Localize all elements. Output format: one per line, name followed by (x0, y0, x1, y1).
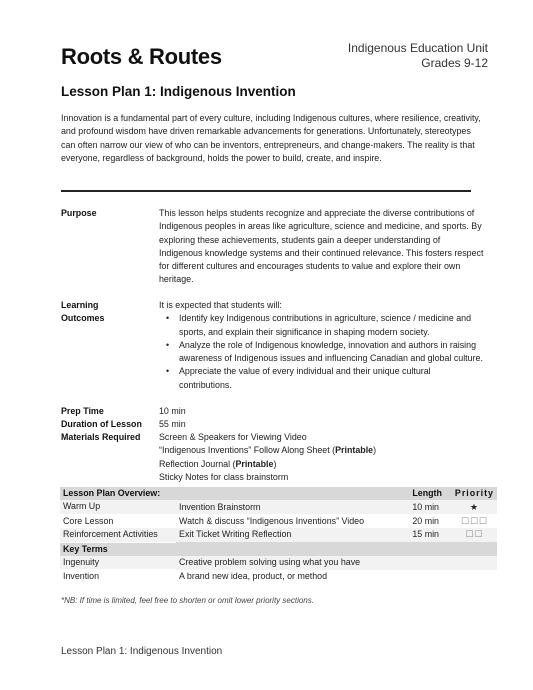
priority-header: Priority (452, 487, 497, 500)
page-footer: Lesson Plan 1: Indigenous Invention (61, 646, 223, 657)
outcomes-label-line2: Outcomes (61, 313, 105, 324)
length-header: Length (409, 487, 452, 500)
table-row (60, 528, 497, 542)
material-item: Sticky Notes for class brainstorm (159, 471, 289, 482)
section-cell: Core Lesson (60, 514, 176, 528)
material-item: Screen & Speakers for Viewing Video (159, 432, 307, 442)
outcome-item: • Analyze the role of Indigenous knowledge, innovation and authors in raising awareness of Indigenous issues and influencing Canadian and global culture. (179, 339, 484, 366)
materials-list (159, 431, 484, 484)
term-cell: Ingenuity (60, 556, 176, 570)
outcomes-content (159, 299, 484, 392)
grade-range: Grades 9-12 (421, 56, 488, 70)
priority-box-icons: ☐☐☐ (452, 514, 497, 528)
material-item (159, 444, 484, 457)
table-row (60, 514, 497, 528)
table-row (60, 500, 497, 514)
material-text: “Indigenous Inventions” Follow Along Sheet ( (159, 445, 336, 456)
printable-tag: Printable (335, 445, 374, 456)
lesson-title: Lesson Plan 1: Indigenous Invention (61, 84, 296, 99)
unit-name: Indigenous Education Unit (347, 41, 488, 55)
length-cell: 15 min (409, 528, 452, 542)
section-cell: Warm Up (60, 500, 176, 514)
table-row (60, 570, 497, 584)
material-text: Reflection Journal ( (159, 458, 236, 469)
outcome-item: • Appreciate the value of every individual and their unique cultural contributions. (179, 365, 484, 392)
outcome-item: • Identify key Indigenous contributions in agriculture, science / medicine and sports, and explain their significance in shaping modern society. (179, 312, 484, 339)
length-cell: 20 min (409, 514, 452, 528)
brand-title: Roots & Routes (61, 44, 222, 69)
overview-header-row (60, 487, 497, 500)
activity-cell: Watch & discuss “Indigenous Inventions” Video (176, 514, 409, 528)
priority-box-icons: ☐☐ (452, 528, 497, 542)
definition-cell: Creative problem solving using what you have (176, 556, 497, 570)
priority-star-icon: ★ (452, 500, 497, 514)
material-text: ) (273, 458, 277, 469)
lesson-overview-table (60, 487, 497, 584)
unit-info (348, 41, 488, 71)
overview-header: Lesson Plan Overview: (60, 487, 409, 500)
prep-time-label: Prep Time (61, 406, 104, 416)
material-item (159, 458, 484, 471)
intro-paragraph: Innovation is a fundamental part of every culture, including Indigenous cultures, where resilience, creativity, and profound wisdom have driven remarkable advancements for generations. Unfortunately, stereotypes can often narrow our view of who can be inventors, entrepreneurs, and change-makers. The reality is that everyone, regardless of background, holds the power to build, create, and inspire. (61, 113, 481, 163)
purpose-label: Purpose (61, 208, 97, 218)
outcomes-label (61, 299, 156, 326)
section-cell: Reinforcement Activities (60, 528, 176, 542)
material-text: ) (373, 445, 377, 456)
activity-cell: Exit Ticket Writing Reflection (176, 528, 409, 542)
divider (61, 190, 471, 192)
materials-label: Materials Required (61, 432, 141, 442)
key-terms-header-row (60, 542, 497, 556)
activity-cell: Invention Brainstorm (176, 500, 409, 514)
table-row (60, 556, 497, 570)
key-terms-header: Key Terms (60, 542, 497, 556)
priority-note: *NB: If time is limited, feel free to shorten or omit lower priority sections. (61, 596, 314, 605)
length-cell: 10 min (409, 500, 452, 514)
outcomes-lead: It is expected that students will: (159, 300, 282, 310)
duration-value: 55 min (159, 419, 186, 429)
outcomes-label-line1: Learning (61, 300, 99, 310)
duration-label: Duration of Lesson (61, 419, 142, 429)
outcomes-list (159, 312, 484, 392)
term-cell: Invention (60, 570, 176, 584)
definition-cell: A brand new idea, product, or method (176, 570, 497, 584)
prep-time-value: 10 min (159, 406, 186, 416)
printable-tag: Printable (235, 458, 274, 469)
purpose-text: This lesson helps students recognize and appreciate the diverse contributions of Indigenous peoples in areas like agriculture, science and medicine, and sports. By exploring these achievements, students gain a deeper understanding of Indigenous knowledge systems and their continued relevance. This fosters respect for different cultures and encourages students to value and explore their own heritage. (159, 208, 484, 285)
